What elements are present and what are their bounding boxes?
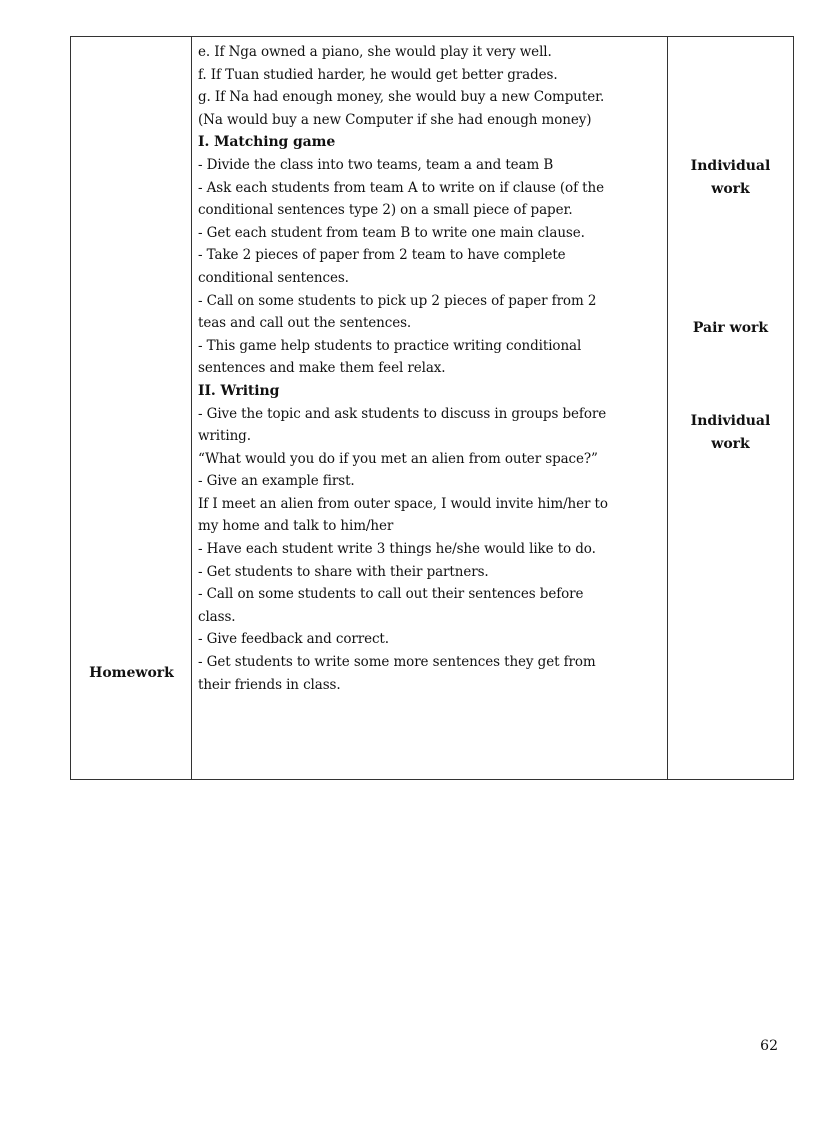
procedure-line: teas and call out the sentences. xyxy=(198,315,412,332)
procedure-line: sentences and make them feel relax. xyxy=(198,360,446,377)
section-heading: I. Matching game xyxy=(198,134,336,151)
procedure-line: - Call on some students to pick up 2 pieces of paper from 2 xyxy=(198,292,597,309)
procedure-line: - Have each student write 3 things he/she would like to do. xyxy=(198,541,596,558)
interaction-pair-work: Pair work xyxy=(692,320,769,336)
procedure-line: my home and talk to him/her xyxy=(198,518,394,535)
procedure-line: - Take 2 pieces of paper from 2 team to have complete xyxy=(198,247,566,264)
interaction-column xyxy=(668,37,793,779)
procedure-line: writing. xyxy=(198,428,251,445)
procedure-line: conditional sentences type 2) on a small piece of paper. xyxy=(198,202,573,219)
interaction-label-line: Individual xyxy=(690,413,771,429)
procedure-line: class. xyxy=(198,608,236,625)
procedure-line: - Call on some students to call out their sentences before xyxy=(198,586,584,603)
procedure-line: - Give feedback and correct. xyxy=(198,631,389,648)
procedure-column xyxy=(192,37,668,779)
stage-column xyxy=(71,37,192,779)
lesson-table xyxy=(70,36,794,780)
procedure-line: g. If Na had enough money, she would buy a new Computer. xyxy=(198,89,605,106)
procedure-line: - Get students to share with their partners. xyxy=(198,563,489,580)
interaction-label-line: work xyxy=(711,181,750,197)
interaction-individual-work-2 xyxy=(668,410,793,456)
page-number: 62 xyxy=(760,1038,778,1054)
procedure-line: If I meet an alien from outer space, I would invite him/her to xyxy=(198,495,608,512)
procedure-line: - Give the topic and ask students to discuss in groups before xyxy=(198,405,607,422)
procedure-line: - Ask each students from team A to write on if clause (of the xyxy=(198,179,604,196)
procedure-line: - This game help students to practice writing conditional xyxy=(198,337,582,354)
procedure-line: f. If Tuan studied harder, he would get better grades. xyxy=(198,66,558,83)
procedure-line: - Get students to write some more sentences they get from xyxy=(198,654,596,671)
procedure-line: - Divide the class into two teams, team a and team B xyxy=(198,156,554,173)
procedure-line: - Get each student from team B to write one main clause. xyxy=(198,224,585,241)
procedure-line: “What would you do if you met an alien from outer space?” xyxy=(198,450,598,467)
interaction-individual-work-1 xyxy=(668,155,793,201)
procedure-line: their friends in class. xyxy=(198,676,341,693)
procedure-line: - Give an example first. xyxy=(198,473,355,490)
interaction-label-line: Individual xyxy=(690,158,771,174)
interaction-label-line: work xyxy=(711,436,750,452)
section-heading: II. Writing xyxy=(198,382,280,399)
procedure-line: e. If Nga owned a piano, she would play it very well. xyxy=(198,44,552,60)
procedure-line: conditional sentences. xyxy=(198,269,349,286)
procedure-line: (Na would buy a new Computer if she had enough money) xyxy=(198,111,592,128)
stage-label-homework: Homework xyxy=(89,665,174,681)
